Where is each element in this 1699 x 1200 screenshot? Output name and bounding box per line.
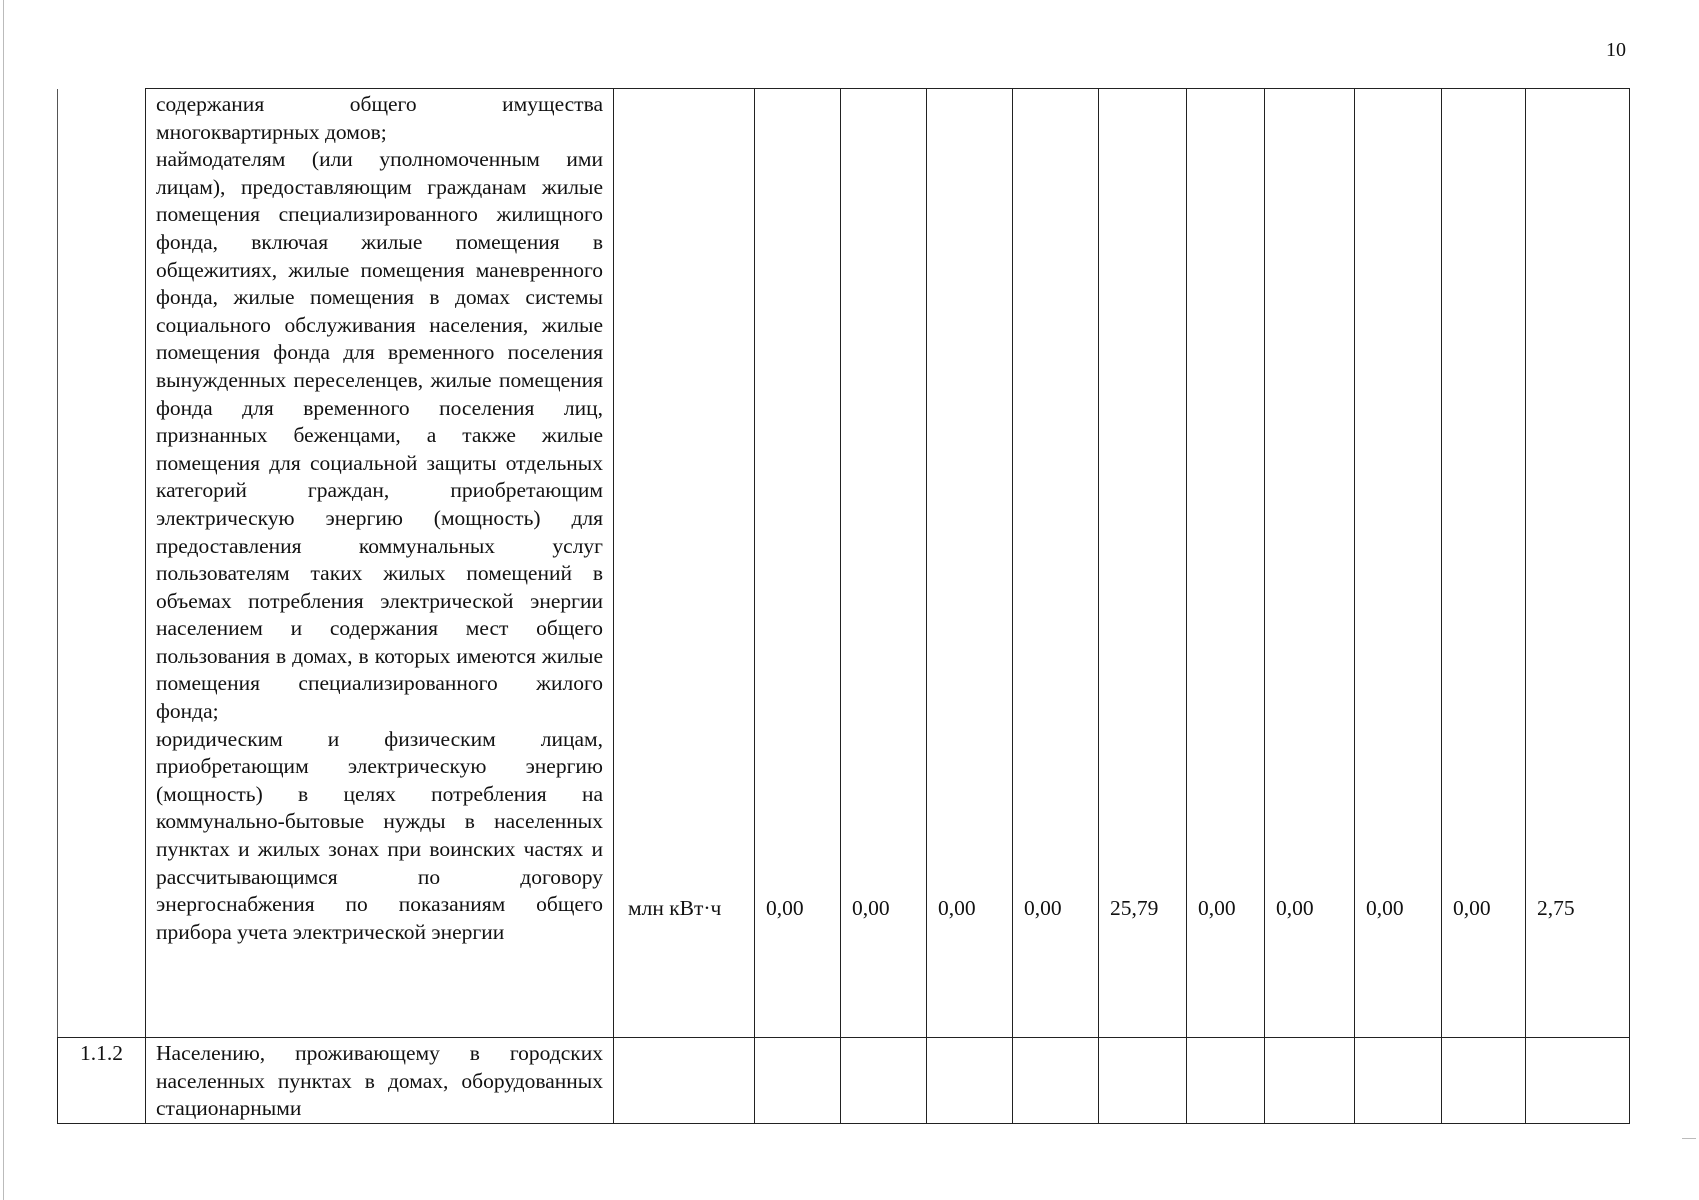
value-text: 0,00 xyxy=(1453,896,1491,920)
description-paragraph: Населению, проживающему в городских населенных пунктах в домах, оборудованных стационарными xyxy=(156,1041,603,1121)
table-row xyxy=(58,1038,1630,1124)
value-cell xyxy=(927,89,1013,1038)
value-cell xyxy=(1013,1038,1099,1124)
unit-cell xyxy=(614,89,755,1038)
description-paragraph: юридическим и физическим лицам, приобретающим электрическую энергию (мощность) в целях потребления на коммунально-бытовые нужды в населенных пунктах и жилых зонах при воинских частях и рассчитывающимся по договору энергоснабжения по показаниям общего прибора учета электрической энергии xyxy=(156,726,603,944)
value-cell xyxy=(1355,1038,1442,1124)
value-cell xyxy=(1265,1038,1355,1124)
page-number: 10 xyxy=(1606,39,1626,61)
unit-text: млн кВт·ч xyxy=(628,896,722,920)
value-cell xyxy=(1265,89,1355,1038)
scan-edge-mark xyxy=(3,0,4,1200)
description-paragraph: наймодателям (или уполномоченным ими лицам), предоставляющим гражданам жилые помещения специализированного жилищного фонда, включая жилые помещения в общежитиях, жилые помещения маневренного фонда, жилые помещения в домах системы социального обслуживания населения, жилые помещения фонда для временного поселения вынужденных переселенцев, жилые помещения фонда для временного поселения лиц, признанных беженцами, а также жилые помещения для социальной защиты отдельных категорий граждан, приобретающим электрическую энергию (мощность) для предоставления коммунальных услуг пользователям таких жилых помещений в объемах потребления электрической энергии населением и содержания мест общего пользования в домах, в которых имеются жилые помещения специализированного жилого фонда; xyxy=(156,147,603,724)
value-text: 0,00 xyxy=(1024,896,1062,920)
value-text: 0,00 xyxy=(938,896,976,920)
value-cell xyxy=(1187,1038,1265,1124)
value-cell xyxy=(841,89,927,1038)
value-text: 0,00 xyxy=(852,896,890,920)
value-cell xyxy=(1013,89,1099,1038)
value-cell xyxy=(1355,89,1442,1038)
table-row xyxy=(58,89,1630,1038)
value-cell xyxy=(1099,89,1187,1038)
row-number-cell: 1.1.2 xyxy=(58,1038,146,1124)
value-text: 0,00 xyxy=(1366,896,1404,920)
value-cell xyxy=(755,89,841,1038)
value-cell xyxy=(1187,89,1265,1038)
row-description-cell xyxy=(146,1038,614,1124)
description-paragraph: содержания общего имущества многоквартирных домов; xyxy=(156,92,603,144)
row-description-cell xyxy=(146,89,614,1038)
value-cell xyxy=(1442,1038,1526,1124)
value-text: 0,00 xyxy=(766,896,804,920)
value-text: 0,00 xyxy=(1276,896,1314,920)
value-cell xyxy=(1442,89,1526,1038)
tariff-table xyxy=(57,88,1630,1124)
value-text: 25,79 xyxy=(1110,896,1159,920)
value-text: 2,75 xyxy=(1537,896,1575,920)
row-number-cell xyxy=(58,89,146,1038)
value-cell xyxy=(1526,89,1630,1038)
value-cell xyxy=(1099,1038,1187,1124)
unit-cell xyxy=(614,1038,755,1124)
value-cell xyxy=(927,1038,1013,1124)
value-cell xyxy=(755,1038,841,1124)
value-text: 0,00 xyxy=(1198,896,1236,920)
value-cell xyxy=(1526,1038,1630,1124)
value-cell xyxy=(841,1038,927,1124)
scan-dash-mark xyxy=(1682,1138,1696,1139)
